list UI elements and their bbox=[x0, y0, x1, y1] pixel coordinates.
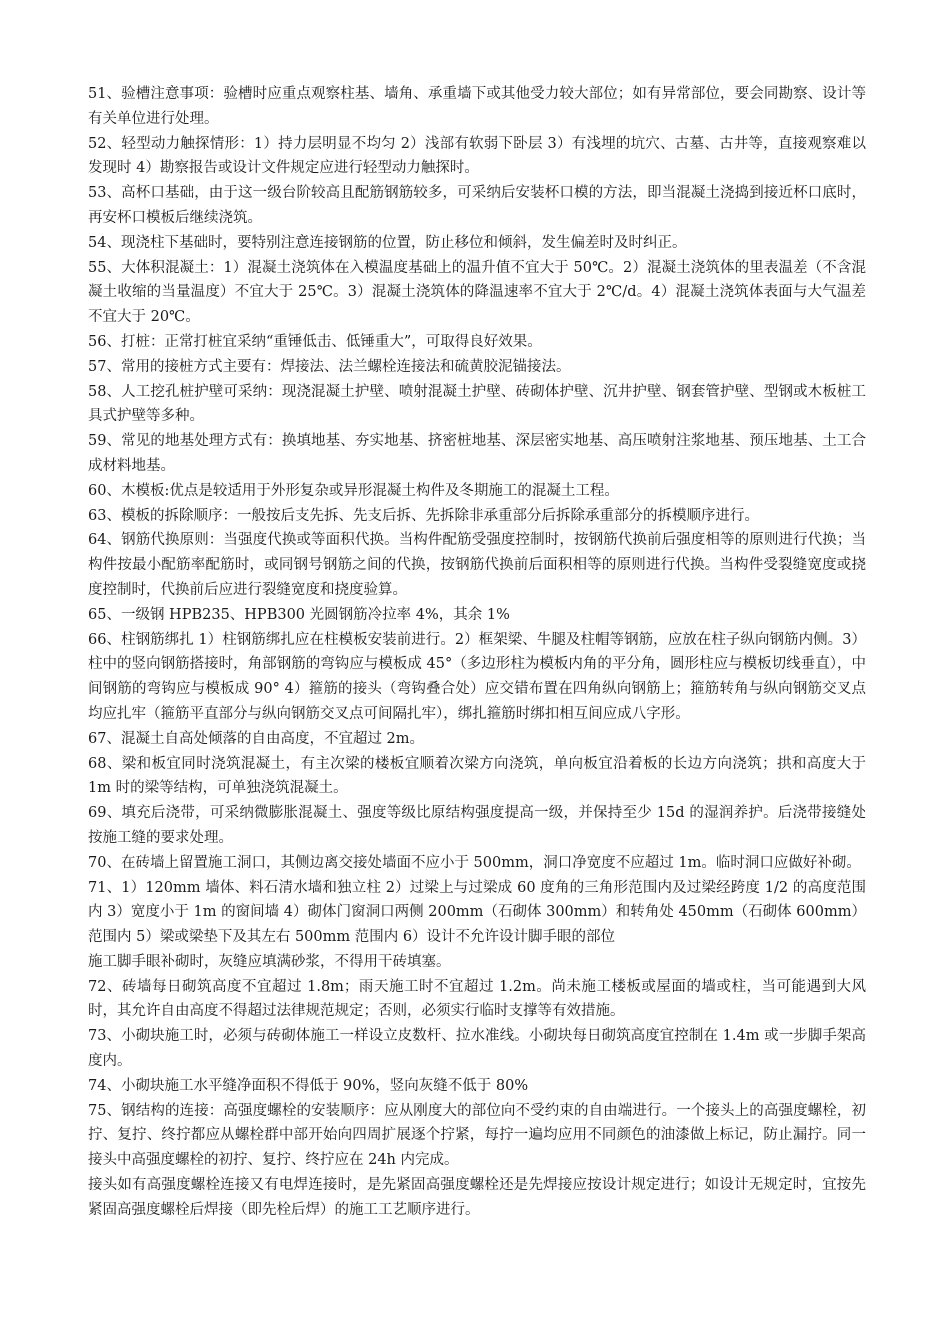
paragraph-55: 55、大体积混凝土：1）混凝土浇筑体在入模温度基础上的温升值不宜大于 50℃。2）混凝土浇筑体的里表温差（不含混凝土收缩的当量温度）不宜大于 25℃。3）混凝土浇筑体的降温速率不宜大于 2℃/d。4）混凝土浇筑体表面与大气温差不宜大于 20℃。 bbox=[88, 259, 866, 326]
paragraph-60: 60、木模板:优点是较适用于外形复杂或异形混凝土构件及冬期施工的混凝土工程。 bbox=[88, 482, 619, 499]
paragraph-59: 59、常见的地基处理方式有：换填地基、夯实地基、挤密桩地基、深层密实地基、高压喷射注浆地基、预压地基、土工合成材料地基。 bbox=[88, 433, 866, 474]
paragraph-64: 64、钢筋代换原则：当强度代换或等面积代换。当构件配筋受强度控制时，按钢筋代换前后强度相等的原则进行代换；当构件按最小配筋率配筋时，或同钢号钢筋之间的代换，按钢筋代换前后面积相等的原则进行代换。当构件受裂缝宽度或挠度控制时，代换前后应进行裂缝宽度和挠度验算。 bbox=[88, 532, 866, 598]
paragraph-73: 73、小砌块施工时，必须与砖砌体施工一样设立皮数杆、拉水准线。小砌块每日砌筑高度宜控制在 1.4m 或一步脚手架高度内。 bbox=[88, 1028, 866, 1070]
paragraph-71-note: 施工脚手眼补砌时，灰缝应填满砂浆，不得用干砖填塞。 bbox=[88, 953, 451, 970]
document-body bbox=[88, 82, 866, 1223]
paragraph-65: 65、一级钢 HPB235、HPB300 光圆钢筋冷拉率 4%，其余 1% bbox=[88, 606, 510, 623]
paragraph-70: 70、在砖墙上留置施工洞口，其侧边离交接处墙面不应小于 500mm，洞口净宽度不应超过 1m。临时洞口应做好补砌。 bbox=[88, 854, 861, 871]
paragraph-57: 57、常用的接桩方式主要有：焊接法、法兰螺栓连接法和硫黄胶泥锚接法。 bbox=[88, 358, 571, 375]
paragraph-54: 54、现浇柱下基础时，要特别注意连接钢筋的位置，防止移位和倾斜，发生偏差时及时纠正。 bbox=[88, 234, 687, 251]
paragraph-58: 58、人工挖孔桩护壁可采纳：现浇混凝土护壁、喷射混凝土护壁、砖砌体护壁、沉井护壁、钢套管护壁、型钢或木板桩工具式护壁等多种。 bbox=[88, 383, 866, 425]
paragraph-67: 67、混凝土自高处倾落的自由高度，不宜超过 2m。 bbox=[88, 730, 425, 747]
paragraph-68: 68、梁和板宜同时浇筑混凝土，有主次梁的楼板宜顺着次梁方向浇筑，单向板宜沿着板的长边方向浇筑；拱和高度大于 1m 时的梁等结构，可单独浇筑混凝土。 bbox=[88, 755, 866, 797]
paragraph-51: 51、验槽注意事项：验槽时应重点观察柱基、墙角、承重墙下或其他受力较大部位；如有异常部位，要会同勘察、设计等有关单位进行处理。 bbox=[88, 86, 866, 127]
paragraph-56: 56、打桩：正常打桩宜采纳“重锤低击、低锤重大”，可取得良好效果。 bbox=[88, 333, 542, 350]
paragraph-63: 63、模板的拆除顺序：一般按后支先拆、先支后拆、先拆除非承重部分后拆除承重部分的拆模顺序进行。 bbox=[88, 507, 759, 524]
paragraph-52: 52、轻型动力触探情形：1）持力层明显不均匀 2）浅部有软弱下卧层 3）有浅埋的坑穴、古墓、古井等，直接观察难以发现时 4）勘察报告或设计文件规定应进行轻型动力触探时。 bbox=[88, 135, 866, 177]
paragraph-53: 53、高杯口基础，由于这一级台阶较高且配筋钢筋较多，可采纳后安装杯口模的方法，即当混凝土浇捣到接近杯口底时，再安杯口模板后继续浇筑。 bbox=[88, 185, 866, 226]
paragraph-71: 71、1）120mm 墙体、料石清水墙和独立柱 2）过梁上与过梁成 60 度角的三角形范围内及过梁经跨度 1/2 的高度范围内 3）宽度小于 1m 的窗间墙 4）砌体门窗洞口两侧 200mm（石砌体 300mm）和转角处 450mm（石砌体 600mm）范围内 5）梁或梁垫下及其左右 500mm 范围内 6）设计不允许设计脚手眼的部位 bbox=[88, 879, 866, 946]
paragraph-72: 72、砖墙每日砌筑高度不宜超过 1.8m；雨天施工时不宜超过 1.2m。尚未施工楼板或屋面的墙或柱，当可能遇到大风时，其允许自由高度不得超过法律规范规定；否则，必须实行临时支撑等有效措施。 bbox=[88, 978, 866, 1020]
paragraph-75: 75、钢结构的连接：高强度螺栓的安装顺序：应从刚度大的部位向不受约束的自由端进行。一个接头上的高强度螺栓，初拧、复拧、终拧都应从螺栓群中部开始向四周扩展逐个拧紧，每拧一遍均应用不同颜色的油漆做上标记，防止漏拧。同一接头中高强度螺栓的初拧、复拧、终拧应在 24h 内完成。 bbox=[88, 1102, 866, 1169]
paragraph-69: 69、填充后浇带，可采纳微膨胀混凝土、强度等级比原结构强度提高一级，并保持至少 15d 的湿润养护。后浇带接缝处按施工缝的要求处理。 bbox=[88, 805, 866, 846]
paragraph-66: 66、柱钢筋绑扎 1）柱钢筋绑扎应在柱模板安装前进行。2）框架梁、牛腿及柱帽等钢筋，应放在柱子纵向钢筋内侧。3）柱中的竖向钢筋搭接时，角部钢筋的弯钩应与模板成 45°（多边形柱为模板内角的平分角，圆形柱应与模板切线垂直），中间钢筋的弯钩应与模板成 90° 4）箍筋的接头（弯钩叠合处）应交错布置在四角纵向钢筋上；箍筋转角与纵向钢筋交叉点均应扎牢（箍筋平直部分与纵向钢筋交叉点可间隔扎牢），绑扎箍筋时绑扣相互间应成八字形。 bbox=[88, 631, 866, 722]
paragraph-75-note: 接头如有高强度螺栓连接又有电焊连接时，是先紧固高强度螺栓还是先焊接应按设计规定进行；如设计无规定时，宜按先紧固高强度螺栓后焊接（即先栓后焊）的施工工艺顺序进行。 bbox=[88, 1177, 866, 1218]
paragraph-74: 74、小砌块施工水平缝净面积不得低于 90%，竖向灰缝不低于 80% bbox=[88, 1077, 529, 1094]
